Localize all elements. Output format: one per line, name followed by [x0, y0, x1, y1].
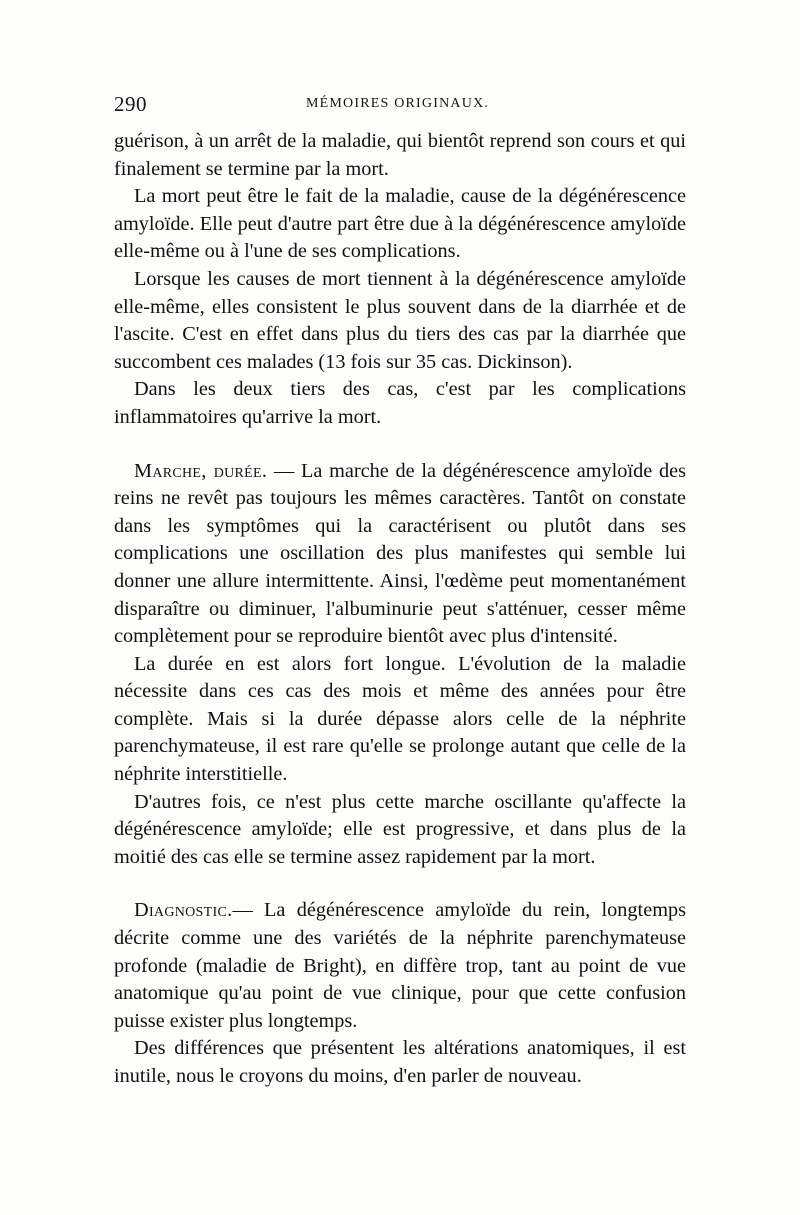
paragraph-text: guérison, à un arrêt de la maladie, qui bientôt reprend son cours et qui finalement se termine par la mort. [114, 130, 686, 180]
body-text [114, 128, 686, 1091]
section-diagnostic [114, 897, 686, 1035]
section-heading-diagnostic: Diagnostic. [134, 899, 233, 922]
paragraph-inflammatory-complications [114, 376, 686, 431]
section-marche-duree [114, 458, 686, 651]
paragraph-continuation [114, 128, 686, 183]
paragraph-amyloid-death [114, 266, 686, 376]
section-heading-marche-duree: Marche, durée. [134, 459, 268, 482]
paragraph-death-causes [114, 183, 686, 266]
page-header [114, 92, 686, 122]
running-title: MÉMOIRES ORIGINAUX. [306, 96, 490, 111]
paragraph-text: D'autres fois, ce n'est plus cette marche oscillante qu'affecte la dégénérescence amyloïde; elle est progressive, et dans plus de la moitié des cas elle se termine assez rapidement par la mort. [114, 790, 686, 868]
paragraph-duration [114, 651, 686, 789]
paragraph-text: Dans les deux tiers des cas, c'est par les complications inflammatoires qu'arrive la mort. [114, 378, 686, 428]
page-number: 290 [114, 92, 147, 116]
paragraph-text: — La marche de la dégénérescence amyloïde des reins ne revêt pas toujours les mêmes caractères. Tantôt on constate dans les symptômes qui la caractérisent ou plutôt dans ses complications une oscillation des plus manifestes qui semble lui donner une allure intermittente. Ainsi, l'œdème peut momentanément disparaître ou diminuer, l'albuminurie peut s'atténuer, cesser même complètement pour se reproduire bientôt avec plus d'intensité. [114, 459, 686, 648]
paragraph-text: La mort peut être le fait de la maladie, cause de la dégénérescence amyloïde. Elle peut d'autre part être due à la dégénérescence amyloïde elle-même ou à l'une de ses complications. [114, 185, 686, 263]
paragraph-text: La durée en est alors fort longue. L'évolution de la maladie nécessite dans ces cas des mois et même des années pour être complète. Mais si la durée dépasse alors celle de la néphrite parenchymateuse, il est rare qu'elle se prolonge autant que celle de la néphrite interstitielle. [114, 652, 686, 786]
paragraph-text: Des différences que présentent les altérations anatomiques, il est inutile, nous le croyons du moins, d'en parler de nouveau. [114, 1037, 686, 1087]
paragraph-text: — La dégénérescence amyloïde du rein, longtemps décrite comme une des variétés de la néphrite parenchymateuse profonde (maladie de Bright), en diffère trop, tant au point de vue anatomique qu'au point de vue clinique, pour que cette confusion puisse exister plus longtemps. [114, 899, 686, 1032]
paragraph-progressive-course [114, 789, 686, 872]
paragraph-anatomical-differences [114, 1035, 686, 1090]
paragraph-text: Lorsque les causes de mort tiennent à la dégénérescence amyloïde elle-même, elles consistent le plus souvent dans de la diarrhée et de l'ascite. C'est en effet dans plus du tiers des cas par la diarrhée que succombent ces malades (13 fois sur 35 cas. Dickinson). [114, 267, 686, 373]
